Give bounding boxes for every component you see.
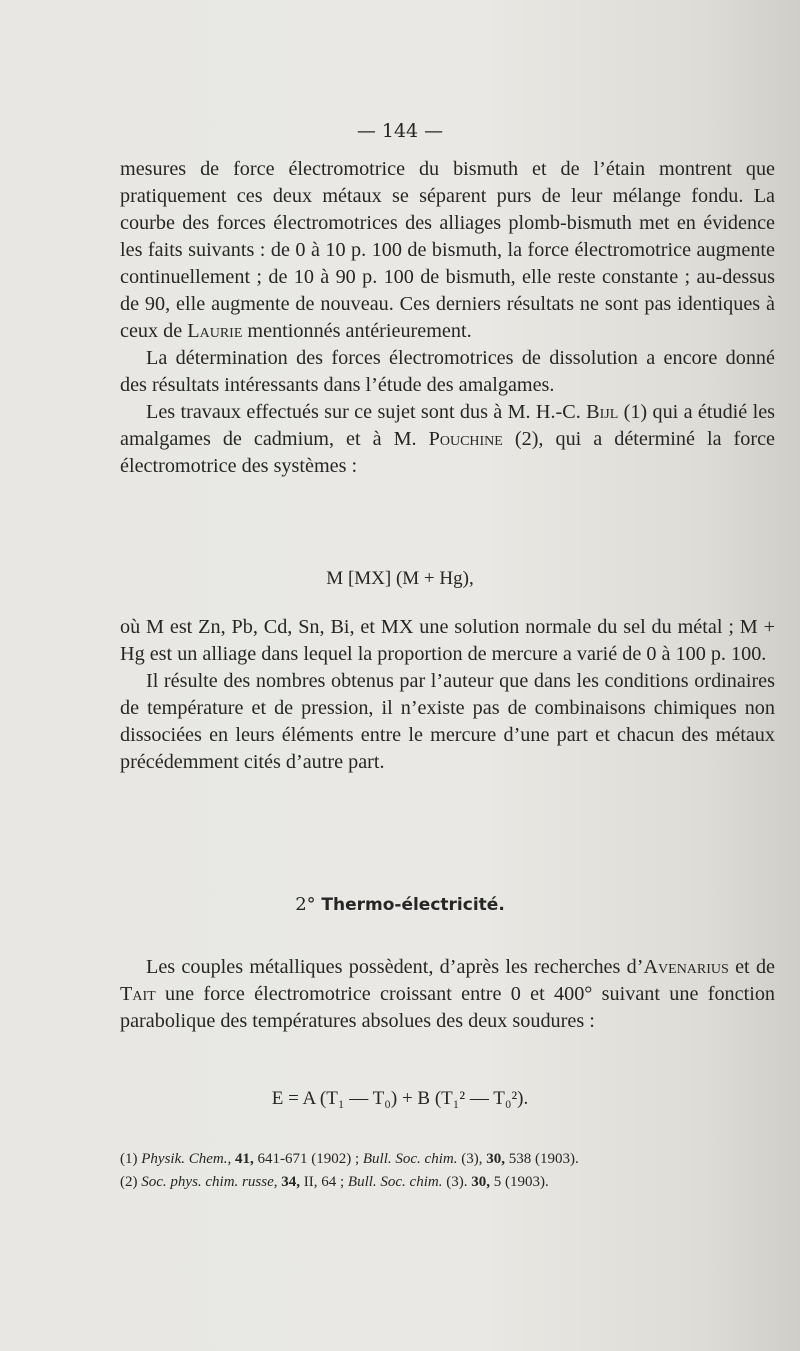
footnote-1-journal: Physik. Chem., xyxy=(141,1151,232,1167)
section-number: 2° xyxy=(295,894,316,915)
footnote-2-volume2: 30, xyxy=(471,1174,490,1190)
footnotes xyxy=(120,1148,780,1194)
footnote-2-journal: Soc. phys. chim. russe, xyxy=(141,1174,278,1190)
paragraph-3-end: (2), qui a déterminé la force électromotrice des systèmes : xyxy=(120,428,776,477)
footnote-2-rest: 5 (1903). xyxy=(493,1174,549,1190)
footnote-2-pages: II, 64 ; xyxy=(303,1174,345,1190)
paragraph-3 xyxy=(120,399,775,480)
paragraph-2: La détermination des forces électromotrices de dissolution a encore donné des résultats intéressants dans l’étude des amalgames. xyxy=(120,347,775,396)
footnote-2-volume: 34, xyxy=(281,1174,300,1190)
body-text-bottom xyxy=(120,954,775,1035)
footnote-1 xyxy=(120,1148,780,1171)
paragraph-6-end: une force électromotrice croissant entre 0 et 400° suivant une fonction parabolique des températures absolues des deux soudures : xyxy=(120,983,776,1032)
paragraph-1-text: mesures de force électromotrice du bismuth et de l’étain montrent que pratiquement ces deux métaux se séparent purs de leur mélange fondu. La courbe des forces électromotrices des alliages plomb-bismuth met en évidence les faits suivants : de 0 à 10 p. 100 de bismuth, la force électromotrice augmente continuellement ; de 10 à 90 p. 100 de bismuth, elle reste constante ; au-dessus de 90, elle augmente de nouveau. Ces derniers résultats ne sont pas identiques à ceux de xyxy=(120,158,775,342)
author-pouchine: Pouchine xyxy=(428,428,503,450)
footnote-1-series: (3), xyxy=(461,1151,483,1167)
footnote-2-journal2: Bull. Soc. chim. xyxy=(347,1174,443,1190)
author-laurie: Laurie xyxy=(187,320,243,342)
paragraph-5: Il résulte des nombres obtenus par l’auteur que dans les conditions ordinaires de température et de pression, il n’existe pas de combinaisons chimiques non dissociées en leurs éléments entre le mercure d’une part et chacun des métaux précédemment cités d’autre part. xyxy=(120,670,775,773)
footnote-1-pages: 641-671 (1902) ; xyxy=(257,1151,360,1167)
footnote-2-number: (2) xyxy=(120,1174,138,1190)
paragraph-1-end: mentionnés antérieurement. xyxy=(247,320,472,342)
page-number: — 144 — xyxy=(356,120,444,142)
paragraph-3-middle: (1) qui a étudié les amalgames de cadmium, et à M. xyxy=(120,401,776,450)
paragraph-1 xyxy=(120,156,775,345)
formula-thermo: E = A (T₁ — T₀) + B (T₁² — T₀²). xyxy=(271,1088,529,1109)
footnote-1-volume2: 30, xyxy=(486,1151,505,1167)
paragraph-4: où M est Zn, Pb, Cd, Sn, Bi, et MX une solution normale du sel du métal ; M + Hg est un alliage dans lequel la proportion de mercure a varié de 0 à 100 p. 100. xyxy=(120,616,775,665)
footnote-1-number: (1) xyxy=(120,1151,138,1167)
body-text-middle xyxy=(120,614,775,776)
formula-system: M [MX] (M + Hg), xyxy=(326,568,474,589)
author-bijl: Bijl xyxy=(586,401,619,423)
author-avenarius: Avenarius xyxy=(643,956,729,978)
footnote-1-journal2: Bull. Soc. chim. xyxy=(362,1151,458,1167)
section-heading xyxy=(0,894,800,915)
footnote-1-volume: 41, xyxy=(234,1151,254,1167)
section-title: Thermo-électricité. xyxy=(321,895,505,915)
author-tait: Tait xyxy=(120,983,156,1005)
paragraph-6-start: Les couples métalliques possèdent, d’après les recherches d’ xyxy=(146,956,644,978)
paragraph-6 xyxy=(120,954,775,1035)
paragraph-6-middle: et de xyxy=(735,956,775,978)
footnote-2 xyxy=(120,1171,780,1194)
body-text-top xyxy=(120,156,775,480)
footnote-2-series: (3). xyxy=(446,1174,468,1190)
paragraph-3-start: Les travaux effectués sur ce sujet sont dus à M. H.-C. xyxy=(146,401,581,423)
footnote-1-rest: 538 (1903). xyxy=(508,1151,579,1167)
